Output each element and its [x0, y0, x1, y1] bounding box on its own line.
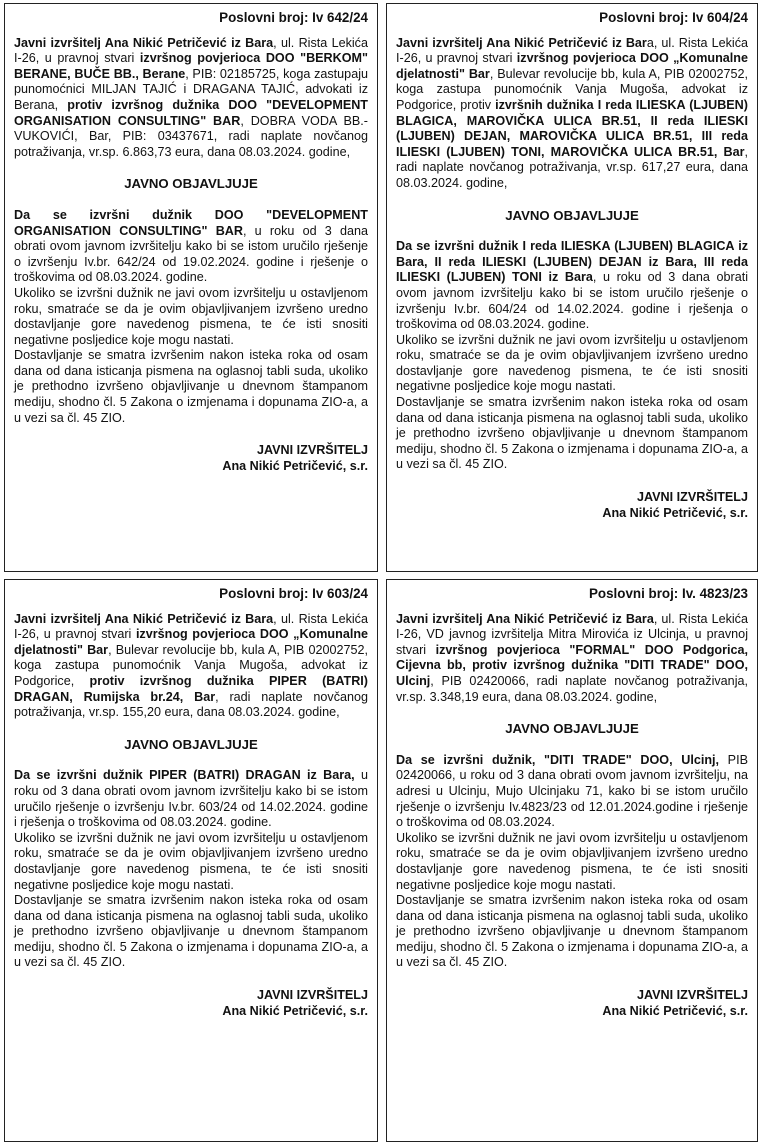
notice-heading: JAVNO OBJAVLJUJE [505, 721, 639, 737]
signature [14, 987, 368, 1019]
signature [396, 489, 748, 521]
notice-body [14, 768, 368, 830]
notice-intro [396, 36, 748, 192]
signature [396, 987, 748, 1019]
body-segment: Da se izvršni dužnik, "DITI TRADE" DOO, Ulcinj, [396, 752, 720, 767]
notice-paragraph: Dostavljanje se smatra izvršenim nakon isteka roka od osam dana od dana isticanja pismena na oglasnoj tabli suda, ukoliko je prethodno izvršeno objavljivanje u dnevnom štampanom mediju, shodno čl. 5 Zakona o izmjenama i dopunama ZIO-a, a u vezi sa čl. 45 ZIO. [14, 348, 368, 425]
intro-segment: izvršnog povjerioca "FORMAL" DOO Podgorica, Cijevna bb, protiv izvršnog dužnika "DITI TRADE" DOO, Ulcinj [396, 642, 748, 688]
notice-paragraph: Ukoliko se izvršni dužnik ne javi ovom izvršitelju u ostavljenom roku, smatraće se da je ovim objavljivanjem izvršeno uredno dostavljanje gore navedenog pismena, te će isti snositi negativne posljedice koje mogu nastati. [396, 830, 748, 892]
body-segment: PIB 02420066, u roku od 3 dana obrati ovom javnom izvršitelju, na adresi u Ulcinju, Mujo Ulcinjaku 71, kako bi se istom uručilo rješenje o izvršenju Iv.4823/23 od 12.01.2024.godine i rješenje o troškovima od 08.03.2024. [396, 752, 748, 830]
intro-segment: a, ul. Rista Lekića I-26, u pravnoj stvari [396, 35, 748, 66]
signature-title: JAVNI IZVRŠITELJ [636, 988, 748, 1003]
intro-segment: , radi naplate novčanog potraživanja, vr.sp. 617,27 eura, dana 08.03.2024. godine, [396, 144, 748, 190]
notice-paragraph: Ukoliko se izvršni dužnik ne javi ovom izvršitelju u ostavljenom roku, smatraće se da je ovim objavljivanjem izvršeno uredno dostavljanje gore navedenog pismena, te će isti snositi negativne posljedice koje mogu nastati. [14, 830, 368, 892]
intro-segment: , Bulevar revolucije bb, kula A, PIB 02002752, koga zastupa punomoćnik Vanja Mugoša, advokat iz Podgorice, protiv [396, 66, 748, 112]
intro-segment: Javni izvršitelj Ana Nikić Petričević iz Bara [14, 611, 274, 626]
case-number: Poslovni broj: Iv 603/24 [219, 586, 368, 601]
notice-paragraph: Dostavljanje se smatra izvršenim nakon isteka roka od osam dana od dana isticanja pismena na oglasnoj tabli suda, ukoliko je prethodno izvršeno objavljivanje u dnevnom štampanom mediju, shodno čl. 5 Zakona o izmjenama i dopunama ZIO-a, a u vezi sa čl. 45 ZIO. [14, 893, 368, 970]
notice-body [396, 239, 748, 333]
case-number: Poslovni broj: Iv. 4823/23 [588, 586, 748, 601]
intro-segment: Javni izvršitelj Ana Nikić Petričević iz Bar [396, 35, 647, 50]
signature-name: Ana Nikić Petričević, s.r. [602, 1004, 748, 1019]
intro-segment: , ul. Rista Lekića I-26, VD javnog izvršitelja Mitra Mirovića iz Ulcinja, u pravnoj stvari [396, 611, 748, 657]
intro-segment: , Bulevar revolucije bb, kula A, PIB 02002752, koga zastupa punomoćnik Vanja Mugoša, advokat iz Podgorice, [14, 642, 368, 688]
notice-intro [14, 612, 368, 721]
intro-segment: , radi naplate novčanog potraživanja, vr.sp. 155,20 eura, dana 08.03.2024. godine, [14, 689, 369, 720]
notice-paragraph: Ukoliko se izvršni dužnik ne javi ovom izvršitelju u ostavljenom roku, smatraće se da je ovim objavljivanjem izvršeno uredno dostavljanje gore navedenog pismena, te će isti snositi negativne posljedice koje mogu nastati. [396, 332, 748, 394]
case-number: Poslovni broj: Iv 642/24 [219, 10, 368, 25]
intro-segment: Javni izvršitelj Ana Nikić Petričević iz Bara [14, 35, 274, 50]
notice-iv-603-24 [4, 579, 378, 1142]
signature-title: JAVNI IZVRŠITELJ [256, 988, 368, 1003]
notice-intro [14, 36, 368, 161]
intro-segment: Javni izvršitelj Ana Nikić Petričević iz Bara [396, 611, 654, 626]
signature-name: Ana Nikić Petričević, s.r. [222, 1004, 368, 1019]
notice-intro [396, 612, 748, 706]
intro-segment: , PIB: 02185725, koga zastupaju punomoćnici MILJAN TAJIĆ i DRAGANA TAJIĆ, advokati iz Berana, [14, 66, 368, 112]
body-segment: , u roku od 3 dana obrati ovom javnom izvršitelju kako bi se istom uručilo rješenje o izvršenju Iv.br. 642/24 od 19.02.2024. godine i rješenje o troškovima od 08.03.2024. godine. [14, 223, 368, 285]
notice-heading: JAVNO OBJAVLJUJE [124, 736, 258, 752]
case-number: Poslovni broj: Iv 604/24 [599, 10, 748, 25]
notice-paragraph: Ukoliko se izvršni dužnik ne javi ovom izvršitelju u ostavljenom roku, smatraće se da je ovim objavljivanjem izvršeno uredno dostavljanje gore navedenog pismena, te će isti snositi negativne posljedice koje mogu nastati. [14, 285, 368, 347]
body-segment: , u roku od 3 dana obrati ovom javnom izvršitelju kako bi se istom uručilo rješenje o izvršenju Iv.br. 604/24 od 14.02.2024. godine i rješenja o troškovima od 08.03.2024. godine. [396, 270, 748, 332]
body-segment: Da se izvršni dužnik I reda ILIESKA (LJUBEN) BLAGICA iz Bara, II reda ILIESKI (LJUBEN) DEJAN iz Bara, III reda ILIESKI (LJUBEN) TONI iz Bara [396, 239, 748, 285]
intro-segment: izvršnog povjerioca DOO „Komunalne djelatnosti" Bar [396, 51, 748, 81]
notice-body [396, 753, 748, 831]
notice-heading: JAVNO OBJAVLJUJE [505, 207, 639, 223]
notice-iv-642-24 [4, 3, 378, 572]
signature-name: Ana Nikić Petričević, s.r. [602, 506, 748, 521]
intro-segment: izvršnog povjerioca DOO „Komunalne djelatnosti" Bar [14, 627, 369, 657]
intro-segment: , ul. Rista Lekića I-26, u pravnoj stvari [14, 611, 368, 642]
intro-segment: izvršnog povjerioca DOO "BERKOM" BERANE, BUČE BB., Berane [14, 51, 369, 81]
signature-name: Ana Nikić Petričević, s.r. [222, 459, 368, 474]
intro-segment: , PIB 02420066, radi naplate novčanog potraživanja, vr.sp. 3.348,19 eura, dana 08.03.2024. godine, [396, 673, 748, 704]
notice-paragraph: Dostavljanje se smatra izvršenim nakon isteka roka od osam dana od dana isticanja pismena na oglasnoj tabli suda, ukoliko je prethodno izvršeno objavljivanje u dnevnom štampanom mediju, shodno čl. 5 Zakona o izmjenama i dopunama ZIO-a, a u vezi sa čl. 45 ZIO. [396, 395, 748, 472]
intro-segment: protiv izvršnog dužnika PIPER (BATRI) DRAGAN, Rumijska br.24, Bar [14, 673, 368, 704]
notice-iv-604-24 [386, 3, 758, 572]
body-segment: u roku od 3 dana obrati ovom javnom izvršitelju kako bi se istom uručilo rješenje o izvršenju Iv.br. 603/24 od 14.02.2024. godine i rješenja o troškovima od 08.03.2024. godine. [14, 768, 368, 830]
signature-title: JAVNI IZVRŠITELJ [256, 443, 368, 458]
signature-title: JAVNI IZVRŠITELJ [636, 490, 748, 505]
intro-segment: protiv izvršnog dužnika DOO "DEVELOPMENT ORGANISATION CONSULTING" BAR [14, 97, 369, 128]
body-segment: Da se izvršni dužnik DOO "DEVELOPMENT ORGANISATION CONSULTING" BAR [14, 207, 368, 238]
intro-segment: , DOBRA VODA BB.-VUKOVIĆI, Bar, PIB: 03437671, radi naplate novčanog potraživanja, vr.sp. 6.863,73 eura, dana 08.03.2024. godine, [14, 113, 368, 159]
notice-heading: JAVNO OBJAVLJUJE [124, 176, 258, 192]
body-segment: Da se izvršni dužnik PIPER (BATRI) DRAGAN iz Bara, [14, 768, 355, 783]
intro-segment: izvršnih dužnika I reda ILIESKA (LJUBEN) BLAGICA, MAROVIČKA ULICA BR.51, II reda ILIESKI (LJUBEN) DEJAN, MAROVIČKA ULICA BR.51, III reda ILIESKI (LJUBEN) TONI, MAROVIČKA ULICA BR.51, Bar [396, 97, 748, 159]
intro-segment: , ul. Rista Lekića I-26, u pravnoj stvari [14, 35, 368, 66]
notice-paragraph: Dostavljanje se smatra izvršenim nakon isteka roka od osam dana od dana isticanja pismena na oglasnoj tabli suda, ukoliko je prethodno izvršeno objavljivanje u dnevnom štampanom mediju, shodno čl. 5 Zakona o izmjenama i dopunama ZIO-a, a u vezi sa čl. 45 ZIO. [396, 893, 748, 970]
signature [14, 442, 368, 474]
notice-body [14, 208, 368, 286]
notice-iv-4823-23 [386, 579, 758, 1142]
